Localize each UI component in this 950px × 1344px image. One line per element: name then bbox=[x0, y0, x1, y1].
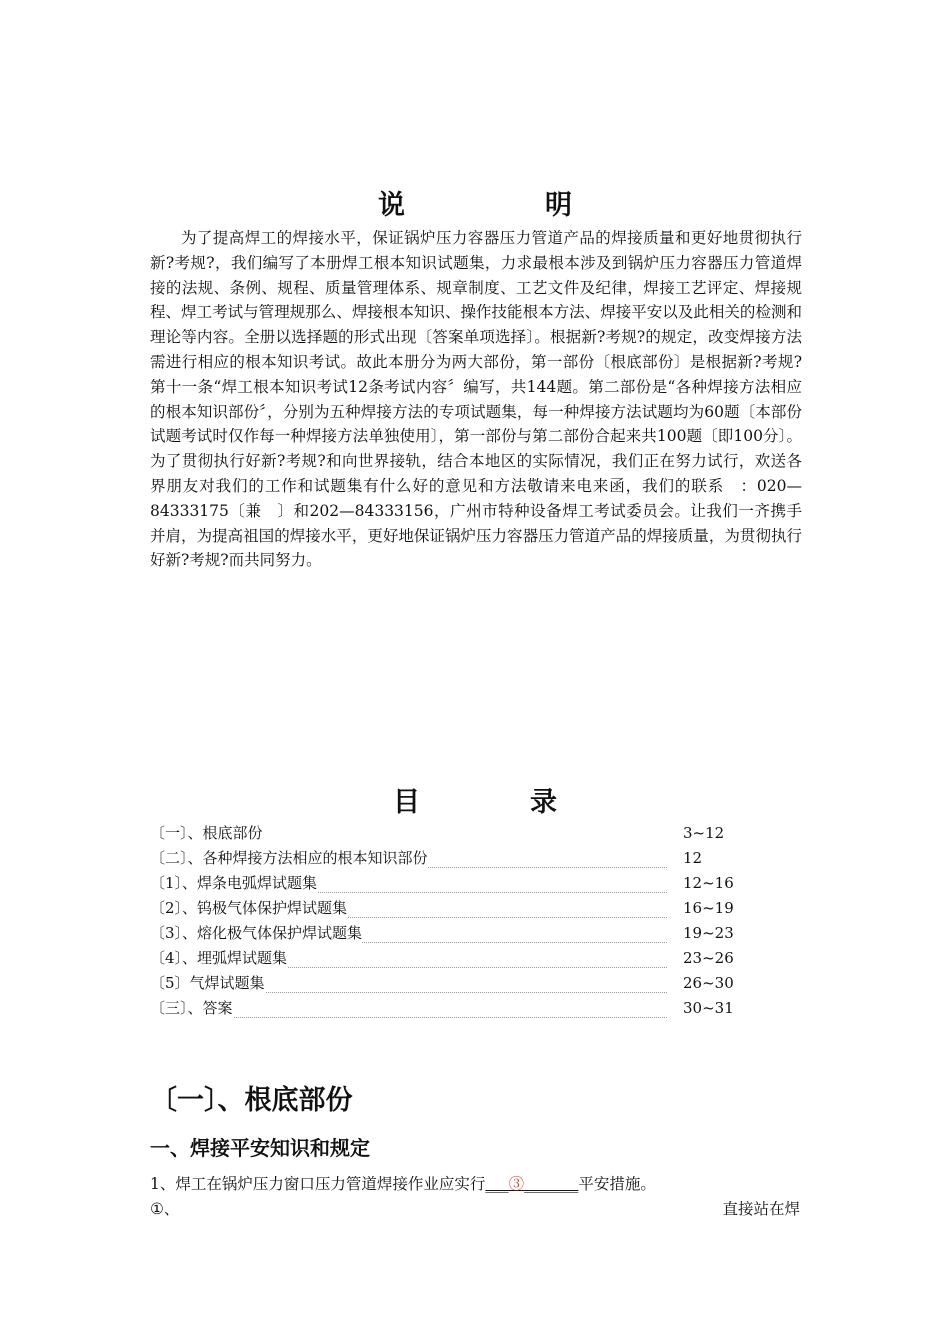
toc-page: 3~12 bbox=[683, 824, 725, 842]
option-1: ①、 bbox=[150, 1200, 180, 1218]
toc-row[interactable] bbox=[150, 822, 800, 847]
toc-page: 23~26 bbox=[683, 949, 734, 967]
toc-row[interactable] bbox=[150, 922, 800, 947]
toc-row[interactable] bbox=[150, 872, 800, 897]
toc-row[interactable] bbox=[150, 947, 800, 972]
toc-page: 12 bbox=[683, 849, 703, 867]
question-1-blank bbox=[485, 1175, 578, 1193]
toc-label: 〔5〕气焊试题集 bbox=[150, 974, 265, 992]
toc-row[interactable] bbox=[150, 897, 800, 922]
toc-leader bbox=[277, 967, 667, 968]
toc-page: 16~19 bbox=[683, 899, 734, 917]
toc-leader bbox=[418, 867, 667, 868]
toc-page: 30~31 bbox=[683, 999, 734, 1017]
intro-title-left: 说 bbox=[378, 190, 405, 221]
toc-title-left: 目 bbox=[393, 787, 420, 818]
toc-title bbox=[150, 780, 800, 819]
intro-paragraph: 为了提高焊工的焊接水平，保证锅炉压力容器压力管道产品的焊接质量和更好地贯彻执行新?考规?，我们编写了本册焊工根本知识试题集，力求最根本涉及到锅炉压力容器压力管道焊接的法规、条例、规程、质量管理体系、规章制度、工艺文件及纪律，焊接工艺评定、焊接规程、焊工考试与管理规那么、焊接根本知识、操作技能根本方法、焊接平安以及此相关的检测和理论等内容。全册以选择题的形式出现〔答案单项选择〕。根据新?考规?的规定，改变焊接方法需进行相应的根本知识考试。故此本册分为两大部份，第一部份〔根底部份〕是根据新?考规?第十一条“焊工根本知识考试12条考试内容〞编写，共144题。第二部份是“各种焊接方法相应的根本知识部份〞，分别为五种焊接方法的专项试题集，每一种焊接方法试题均为60题〔本部份试题考试时仅作每一种焊接方法单独使用〕，第一部份与第二部份合起来共100题〔即100分〕。为了贯彻执行好新?考规?和向世界接轨，结合本地区的实际情况，我们正在努力试行，欢送各界朋友对我们的工作和试题集有什么好的意见和方法敬请来电来函，我们的联系 ：020—84333175〔兼 〕和202—84333156，广州市特种设备焊工考试委员会。让我们一齐携手并肩，为提高祖国的焊接水平，更好地保证锅炉压力容器压力管道产品的焊接质量，为贯彻执行好新?考规?而共同努力。 bbox=[150, 229, 802, 570]
section-heading: 〔一〕、根底部份 bbox=[150, 1085, 353, 1116]
option-1-continued: 直接站在焊 bbox=[722, 1200, 800, 1218]
toc-label: 〔二〕、各种焊接方法相应的根本知识部份 bbox=[150, 849, 428, 867]
intro-title bbox=[150, 183, 800, 222]
question-1-blank-after: _______ bbox=[524, 1175, 579, 1193]
toc-leader bbox=[337, 917, 667, 918]
question-1-prefix: 1、焊工在锅炉压力窗口压力管道焊接作业应实行 bbox=[150, 1175, 486, 1193]
toc-leader bbox=[255, 992, 667, 993]
toc-page: 12~16 bbox=[683, 874, 734, 892]
toc-title-right: 录 bbox=[530, 787, 557, 818]
question-1-answer: ③ bbox=[508, 1175, 525, 1193]
toc-leader bbox=[307, 892, 667, 893]
toc-row[interactable] bbox=[150, 847, 800, 872]
question-1-suffix: 平安措施。 bbox=[578, 1175, 656, 1193]
question-1 bbox=[150, 1172, 656, 1196]
toc-label: 〔2〕、钨极气体保护焊试题集 bbox=[150, 899, 348, 917]
toc-label: 〔3〕、熔化极气体保护焊试题集 bbox=[150, 924, 363, 942]
toc-page: 19~23 bbox=[683, 924, 734, 942]
section-subheading: 一、焊接平安知识和规定 bbox=[150, 1136, 370, 1160]
toc-row[interactable] bbox=[150, 997, 800, 1022]
table-of-contents bbox=[150, 822, 800, 1022]
toc-row[interactable] bbox=[150, 972, 800, 997]
toc-leader bbox=[352, 942, 667, 943]
toc-leader bbox=[223, 1017, 667, 1018]
intro-title-right: 明 bbox=[545, 190, 572, 221]
toc-label: 〔4〕、埋弧焊试题集 bbox=[150, 949, 288, 967]
question-1-blank-before: ___ bbox=[485, 1175, 509, 1193]
toc-label: 〔1〕、焊条电弧焊试题集 bbox=[150, 874, 318, 892]
toc-page: 26~30 bbox=[683, 974, 734, 992]
toc-label: 〔三〕、答案 bbox=[150, 999, 233, 1017]
toc-label: 〔一〕、根底部份 bbox=[150, 824, 263, 842]
intro-body bbox=[150, 226, 802, 573]
